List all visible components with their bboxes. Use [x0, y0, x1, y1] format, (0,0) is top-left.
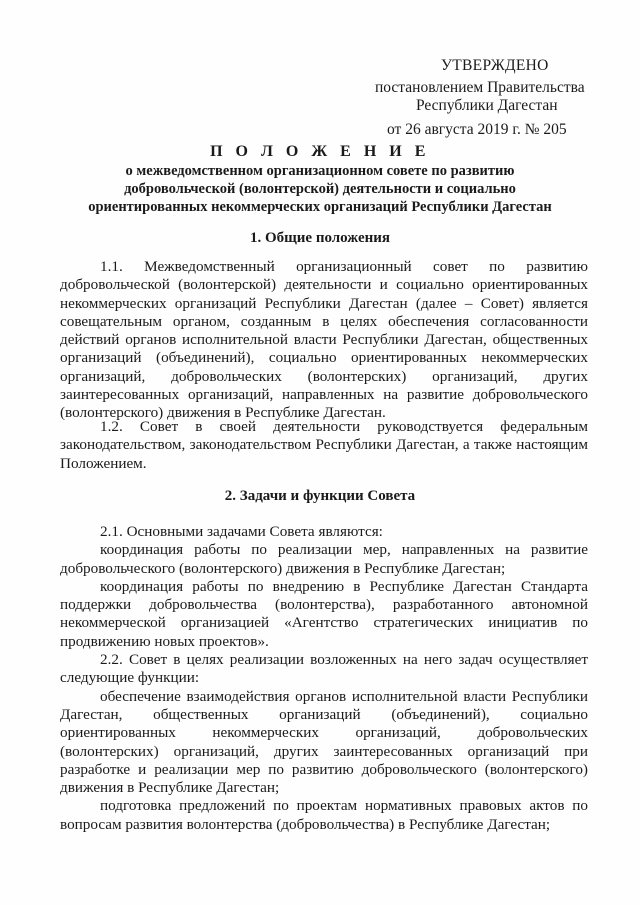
- approval-resolution: постановлением Правительства: [375, 79, 585, 96]
- paragraph-1-1: 1.1. Межведомственный организационный совет по развитию добровольческой (волонтерской) деятельности и социально ориентированных некоммерческих организаций Республики Дагестан (далее – Совет) является совещательным органом, созданным в целях обеспечения согласованности действий органов исполнительной власти Республики Дагестан, общественных организаций (объединений), социально ориентированных некоммерческих организаций, добровольческих (волонтерских) организаций, других заинтересованных организаций, направленных на развитие добровольческого (волонтерского) движения в Республике Дагестан.: [60, 258, 588, 422]
- document-subtitle-line-3: ориентированных некоммерческих организаций Республики Дагестан: [88, 199, 552, 215]
- approval-stamp: УТВЕРЖДЕНО: [441, 57, 549, 74]
- section-tasks-body: [60, 523, 588, 834]
- section-heading-general: 1. Общие положения: [249, 230, 391, 246]
- approval-republic: Республики Дагестан: [416, 97, 558, 114]
- paragraph-function-2: подготовка предложений по проектам нормативных правовых актов по вопросам развития волонтерства (добровольчества) в Республике Дагестан;: [60, 797, 588, 833]
- document-title: П О Л О Ж Е Н И Е: [210, 143, 430, 160]
- paragraph-function-1: обеспечение взаимодействия органов исполнительной власти Республики Дагестан, общественных организаций (объединений), социально ориентированных некоммерческих организаций, добровольческих (волонтерских) организаций, других заинтересованных организаций при разработке и реализации мер по развитию добровольческого (волонтерского) движения в Республике Дагестан;: [60, 687, 588, 797]
- approval-date: от 26 августа 2019 г. № 205: [387, 121, 567, 138]
- paragraph-2-1: 2.1. Основными задачами Совета являются:: [100, 523, 383, 540]
- paragraph-task-2: координация работы по внедрению в Республике Дагестан Стандарта поддержки добровольчества (волонтерства), разработанного автономной некоммерческой организацией «Агентство стратегических инициатив по продвижению новых проектов».: [60, 577, 588, 650]
- paragraph-task-1: координация работы по реализации мер, направленных на развитие добровольческого (волонтерского) движения в Республике Дагестан;: [60, 541, 588, 577]
- paragraph-2-2: 2.2. Совет в целях реализации возложенных на него задач осуществляет следующие функции:: [60, 651, 588, 687]
- document-subtitle-line-1: о межведомственном организационном совете по развитию: [125, 163, 515, 179]
- section-general-body-2: [60, 418, 588, 473]
- section-heading-tasks: 2. Задачи и функции Совета: [224, 488, 416, 504]
- section-general-body: [60, 258, 588, 423]
- paragraph-1-2: 1.2. Совет в своей деятельности руководствуется федеральным законодательством, законодательством Республики Дагестан, а также настоящим Положением.: [60, 418, 588, 472]
- document-subtitle-line-2: добровольческой (волонтерской) деятельности и социально: [124, 181, 516, 197]
